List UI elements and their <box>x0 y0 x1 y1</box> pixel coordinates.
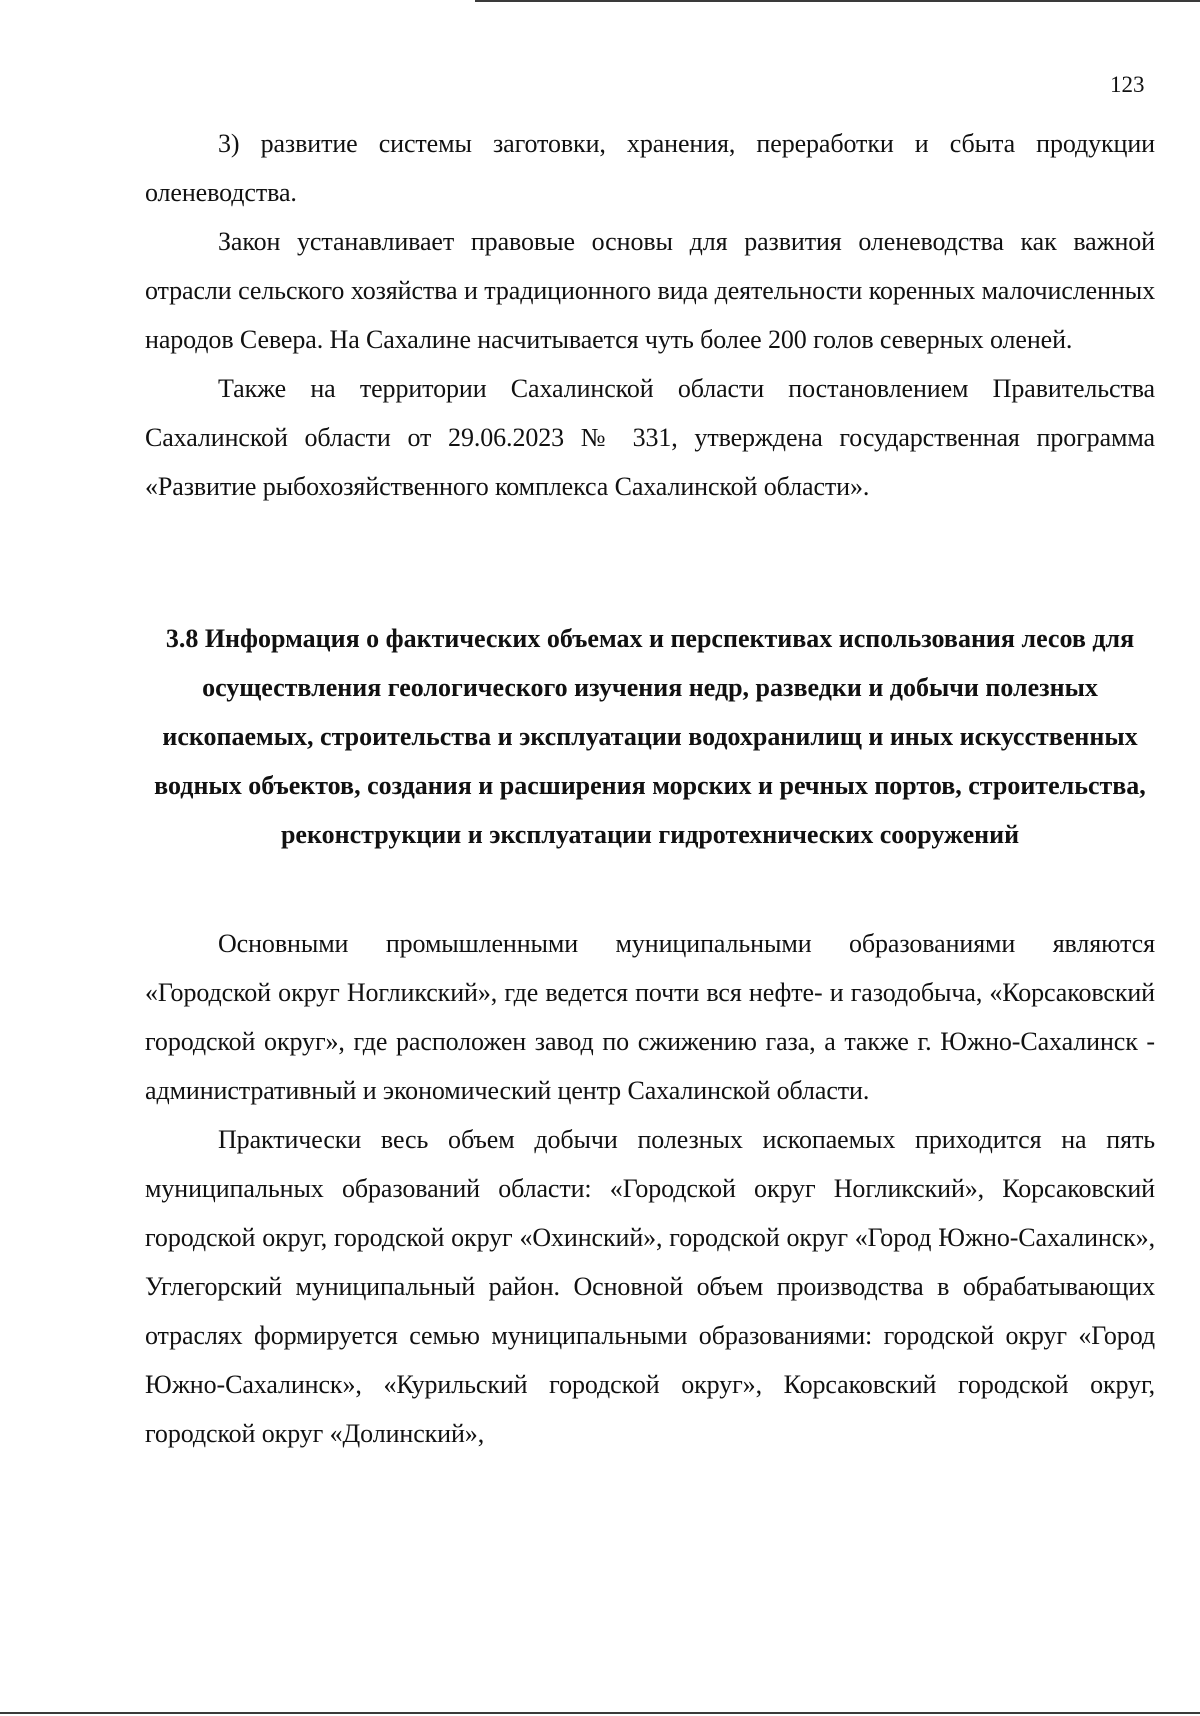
paragraph-industrial-municipalities: Основными промышленными муниципальными образованиями являются «Городской округ Ногликский», где ведется почти вся нефте- и газодобыча, «Корсаковский городской округ», где расположен завод по сжижению газа, а также г. Южно-Сахалинск - административный и экономический центр Сахалинской области. <box>145 929 1155 1105</box>
page-number: 123 <box>1110 72 1145 97</box>
scan-edge-top <box>475 0 1200 2</box>
paragraph-item-3: 3) развитие системы заготовки, хранения, переработки и сбыта продукции оленеводства. <box>145 129 1155 207</box>
text-block-top <box>145 119 1155 511</box>
paragraph-fishery-program: Также на территории Сахалинской области постановлением Правительства Сахалинской области от 29.06.2023 № 331, утверждена государственная программа «Развитие рыбохозяйственного комплекса Сахалинской области». <box>145 374 1155 501</box>
section-heading: 3.8 Информация о фактических объемах и перспективах использования лесов для осуществления геологического изучения недр, разведки и добычи полезных ископаемых, строительства и эксплуатации водохранилищ и иных искусственных водных объектов, создания и расширения морских и речных портов, строительства, реконструкции и эксплуатации гидротехнических сооружений <box>154 624 1146 849</box>
paragraph-mining-municipalities: Практически весь объем добычи полезных ископаемых приходится на пять муниципальных образований области: «Городской округ Ногликский», Корсаковский городской округ, городской округ «Охинский», городской округ «Город Южно-Сахалинск», Углегорский муниципальный район. Основной объем производства в обрабатывающих отраслях формируется семью муниципальными образованиями: городской округ «Город Южно-Сахалинск», «Курильский городской округ», Корсаковский городской округ, городской округ «Долинский», <box>145 1125 1155 1448</box>
text-block-bottom <box>145 919 1155 1458</box>
paragraph-reindeer-law: Закон устанавливает правовые основы для развития оленеводства как важной отрасли сельского хозяйства и традиционного вида деятельности коренных малочисленных народов Севера. На Сахалине насчитывается чуть более 200 голов северных оленей. <box>145 227 1155 354</box>
scan-edge-bottom <box>0 1712 1200 1714</box>
